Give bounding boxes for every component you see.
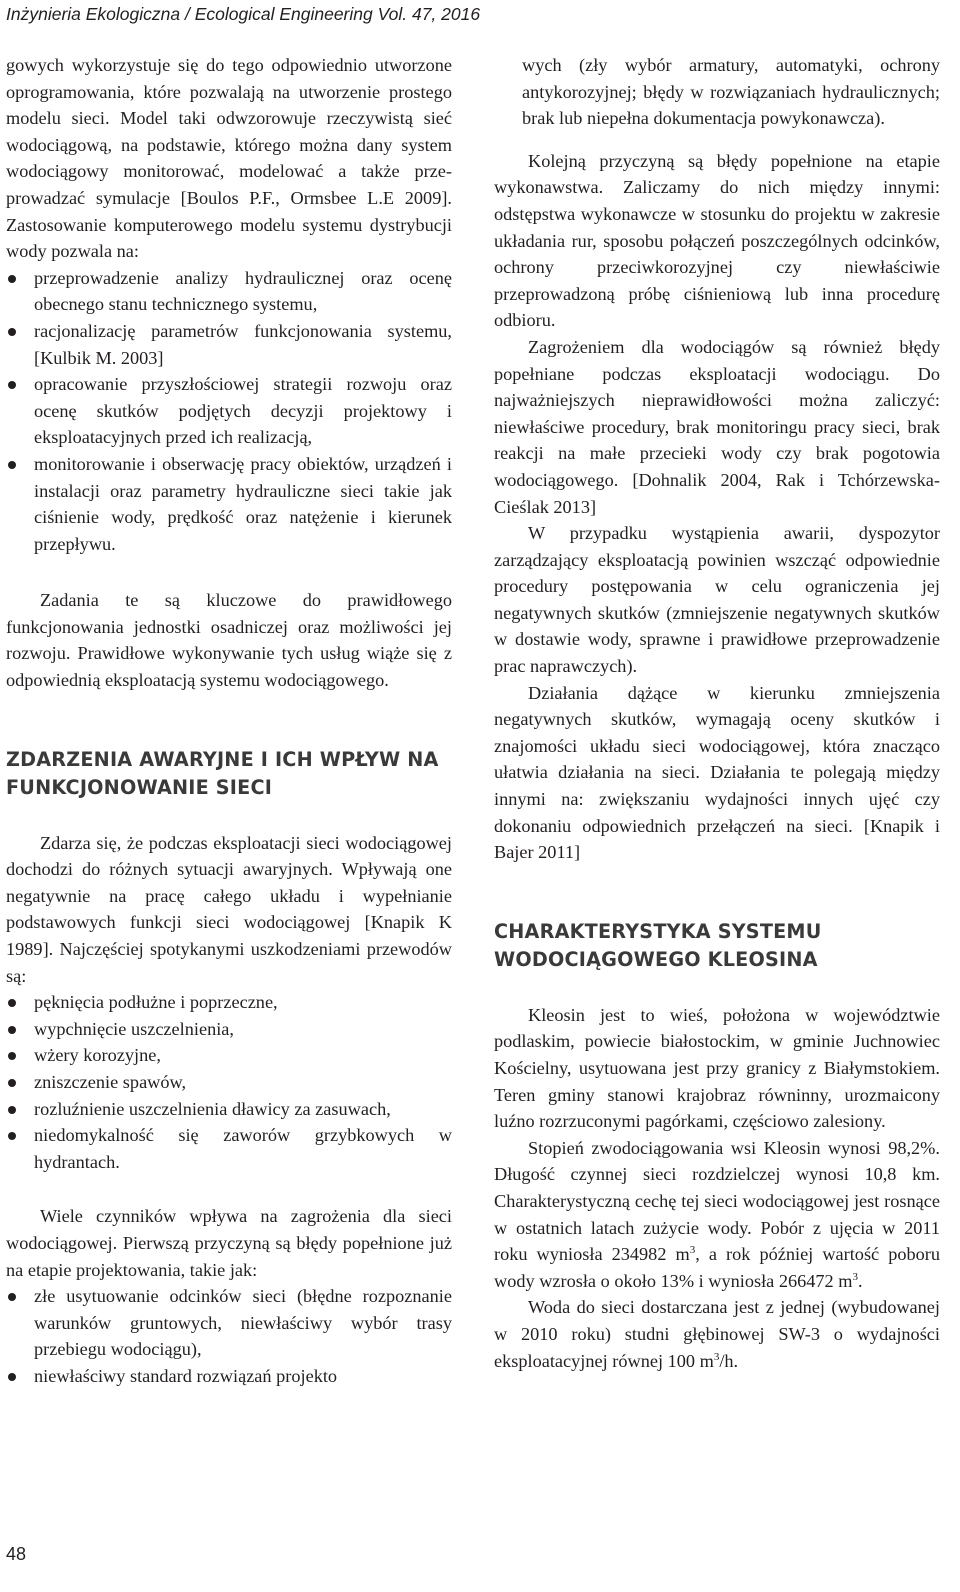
list-item: niewłaściwy standard rozwiązań projekto xyxy=(6,1363,452,1390)
list-item: wypchnięcie uszczelnienia, xyxy=(6,1016,452,1043)
paragraph: wych (zły wybór armatury, automatyki, ochrony antykorozyjnej; błędy w rozwiązaniach hydraulicznych; brak lub niepełna dokumentacja powykonawcza). xyxy=(522,55,940,129)
paragraph xyxy=(494,1294,940,1374)
journal-header: Inżynieria Ekologiczna / Ecological Engineering Vol. 47, 2016 xyxy=(6,4,481,24)
paragraph: W przypadku wystąpienia awarii, dyspozytor zarządzający eksploatacją powinien wszcząć odpowiednie procedury postępowania w celu ograniczenia jej negatywnych skutków (zmniejszenie negatywnych skutków w dostawie wody, sprawne i prawidłowe przeprowadzenie prac naprawczych). xyxy=(494,523,940,677)
list-item: opracowanie przyszłościowej strategii rozwoju oraz ocenę skutków podjętych decyzji projektowy i eksploatacyjnych przed ich realizacją, xyxy=(6,371,452,451)
paragraph: Zdarza się, że podczas eksploatacji sieci wodociągowej dochodzi do różnych sytuacji awaryjnych. Wpływają one negatywnie na pracę całego układu i wypełnianie podstawowych funkcji sieci wodociągowej [Knapik K 1989]. Najczęściej spotykanymi uszkodzeniami przewodów są: xyxy=(6,832,452,986)
paragraph: gowych wykorzystuje się do tego odpowiednio utworzone oprogramowania, które pozwalają na utworzenie prostego modelu sieci. Model taki odwzorowuje rzeczywistą sieć wodociągową, na podstawie, którego można dany system wodociągowy monitorować, modelować a także przeprowadzać symulacje [Boulos P.F., Ormsbee L.E 2009]. Zastosowanie komputerowego modelu systemu dystrybucji wody pozwala na: xyxy=(6,55,452,262)
bullet-list xyxy=(6,989,452,1175)
text-run: . xyxy=(857,1270,863,1291)
paragraph: Wiele czynników wpływa na zagrożenia dla sieci wodociągowej. Pierwszą przyczyną są błędy popełnione już na etapie projektowania, takie jak: xyxy=(6,1206,452,1280)
list-item: racjonalizację parametrów funkcjonowania systemu, [Kulbik M. 2003] xyxy=(6,318,452,371)
bullet-list xyxy=(6,265,452,558)
paragraph: Kleosin jest to wieś, położona w województwie podlaskim, powiecie białostockim, w gminie Juchnowiec Kościelny, usytuowana jest przy granicy z Białymstokiem. Teren gminy stanowi krajobraz równinny, urozmaicony luźno rozrzuconymi pagórkami, częściowo zalesiony. xyxy=(494,1004,940,1132)
paragraph: Zadania te są kluczowe do prawidłowego funkcjonowania jednostki osadniczej oraz możliwości jej rozwoju. Prawidłowe wykonywanie tych usług wiąże się z odpowiednią eksploatacją systemu wodociągowego. xyxy=(6,590,452,691)
list-item: przeprowadzenie analizy hydraulicznej oraz ocenę obecnego stanu technicznego systemu, xyxy=(6,265,452,318)
list-item: rozluźnienie uszczelnienia dławicy za zasuwach, xyxy=(6,1096,452,1123)
list-item: pęknięcia podłużne i poprzeczne, xyxy=(6,989,452,1016)
paragraph: Działania dążące w kierunku zmniejszenia negatywnych skutków, wymagają oceny skutków i znajomości układu sieci wodociągowej, która znacząco ułatwia działania na sieci. Działania te polegają między innymi na: zwiększaniu wydajności innych ujęć czy dokonaniu odpowiednich przełączeń na sieci. [Knapik i Bajer 2011] xyxy=(494,682,940,863)
paragraph: Kolejną przyczyną są błędy popełnione na etapie wykonawstwa. Zaliczamy do nich między innymi: odstępstwa wykonawcze w stosunku do projektu w zakresie układania rur, sposobu połączeń poszczególnych odcinków, ochrony przeciwkorozyjnej czy niewłaściwie przeprowadzoną próbę ciśnieniową lub inna procedurę odbioru. xyxy=(494,150,940,331)
list-item: monitorowanie i obserwację pracy obiektów, urządzeń i instalacji oraz parametry hydrauliczne sieci takie jak ciśnienie wody, prędkość oraz natężenie i kierunek przepływu. xyxy=(6,451,452,557)
bullet-list xyxy=(6,1283,452,1389)
superscript: 3 xyxy=(689,1244,696,1257)
page-number: 48 xyxy=(6,1544,27,1564)
paragraph: Zagrożeniem dla wodociągów są również błędy popełniane podczas eksploatacji wodociągu. Do najważniejszych nieprawidłowości można zaliczyć: niewłaściwe procedury, brak monitoringu pracy sieci, brak reakcji na małe przecieki wody czy brak pogotowia wodociągowego. [Dohnalik 2004, Rak i Tchórzewska-Cieślak 2013] xyxy=(494,336,940,517)
list-item: niedomykalność się zaworów grzybkowych w hydrantach. xyxy=(6,1122,452,1175)
text-run: Stopień zwodociągowania wsi Kleosin wynosi 98,2%. Długość czynnej sieci rozdzielczej wynosi 10,8 km. Charakterystyczną cechę tej sieci wodociągowej jest rosnące w ostatnich latach zużycie wody. Pobór z ujęcia w 2011 roku wyniosła 234982 m xyxy=(494,1137,940,1265)
text-run: , a rok później wartość poboru wody wzrosła o około 13% i wyniosła 266472 m xyxy=(494,1244,941,1291)
list-item: wżery korozyjne, xyxy=(6,1042,452,1069)
section-heading: ZDARZENIA AWARYJNE I ICH WPŁYW NA FUNKCJONOWANIE SIECI xyxy=(6,747,439,799)
list-item: zniszczenie spawów, xyxy=(6,1069,452,1096)
paragraph xyxy=(494,1135,940,1295)
text-run: Woda do sieci dostarczana jest z jednej (wybudowanej w 2010 roku) studni głębinowej SW-3 o wydajności eksploatacyjnej równej 100 m xyxy=(494,1297,940,1371)
text-run: /h. xyxy=(719,1350,739,1371)
left-column xyxy=(6,52,452,1390)
list-item: złe usytuowanie odcinków sieci (błędne rozpoznanie warunków gruntowych, niewłaściwy wybór trasy przebiegu wodociągu), xyxy=(6,1283,452,1363)
superscript: 3 xyxy=(852,1270,858,1283)
superscript: 3 xyxy=(713,1350,720,1363)
section-heading: CHARAKTERYSTYKA SYSTEMU WODOCIĄGOWEGO KLEOSINA xyxy=(494,919,822,971)
right-column xyxy=(494,52,940,1374)
